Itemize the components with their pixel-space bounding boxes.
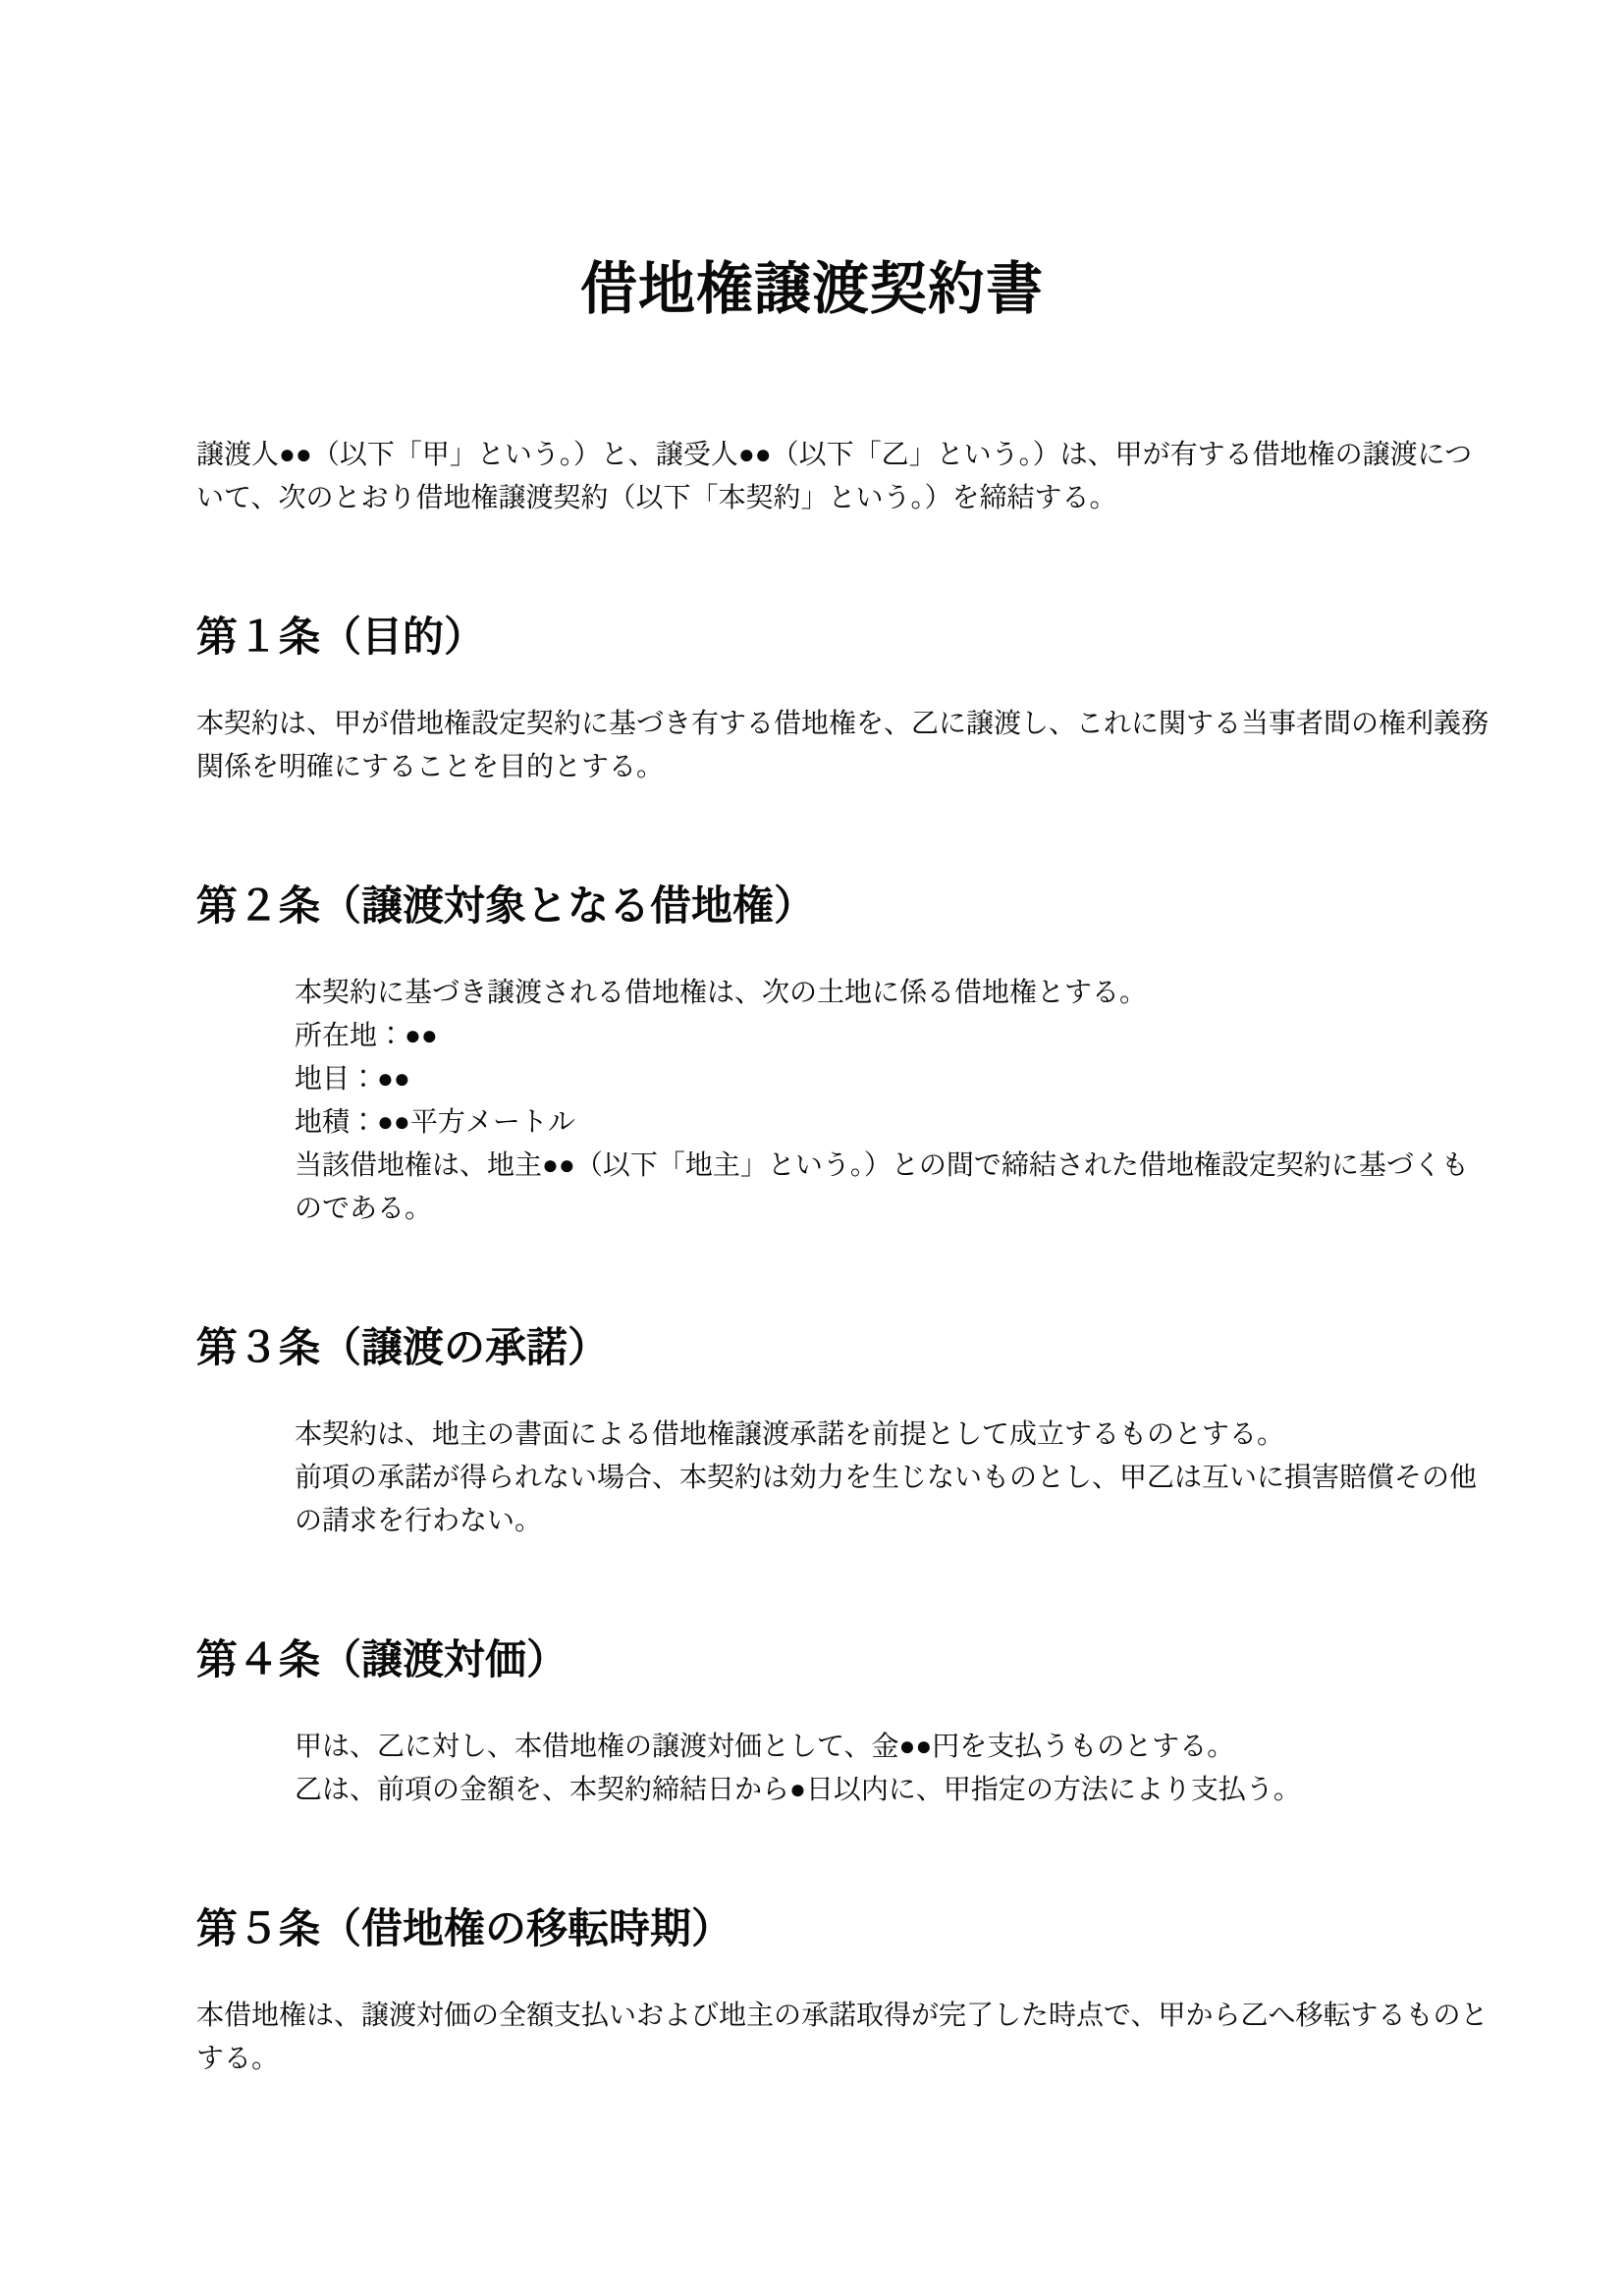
article-5-paragraph: 本借地権は、譲渡対価の全額支払いおよび地主の承諾取得が完了した時点で、甲から乙へ移転するものとする。 [196, 1999, 1489, 2073]
article-5 [196, 1903, 1492, 2080]
article-1 [196, 612, 1492, 788]
article-2-paragraph: 本契約に基づき譲渡される借地権は、次の土地に係る借地権とする。 [295, 976, 1148, 1007]
article-1-heading: 第１条（目的） [196, 613, 486, 660]
article-4-paragraph: 乙は、前項の金額を、本契約締結日から●日以内に、甲指定の方法により支払う。 [295, 1773, 1301, 1804]
article-2-land-area-line: 地積：●●平方メートル [295, 1105, 575, 1137]
article-3-paragraph: 本契約は、地主の書面による借地権譲渡承諾を前提として成立するものとする。 [295, 1417, 1285, 1449]
article-3 [196, 1322, 1492, 1542]
article-5-body [196, 1994, 1492, 2080]
article-2-location-line: 所在地：●● [295, 1019, 438, 1050]
article-4-heading: 第４条（譲渡対価） [196, 1635, 568, 1682]
article-2-land-category-line: 地目：●● [295, 1062, 410, 1094]
article-5-heading: 第５条（借地権の移転時期） [196, 1904, 733, 1951]
article-3-body [295, 1413, 1492, 1542]
document-title: 借地権譲渡契約書 [579, 257, 1044, 321]
article-3-heading: 第３条（譲渡の承諾） [196, 1323, 610, 1370]
article-2-paragraph: 当該借地権は、地主●●（以下「地主」という。）との間で締結された借地権設定契約に基づくものである。 [295, 1148, 1469, 1223]
article-2 [196, 881, 1492, 1230]
article-4-body [295, 1725, 1492, 1811]
article-3-paragraph: 前項の承諾が得られない場合、本契約は効力を生じないものとし、甲乙は互いに損害賠償その他の請求を行わない。 [295, 1461, 1478, 1535]
article-1-paragraph: 本契約は、甲が借地権設定契約に基づき有する借地権を、乙に譲渡し、これに関する当事者間の権利義務関係を明確にすることを目的とする。 [196, 707, 1489, 781]
contract-preamble: 譲渡人●●（以下「甲」という。）と、譲受人●●（以下「乙」という。）は、甲が有する借地権の譲渡について、次のとおり借地権譲渡契約（以下「本契約」という。）を締結する。 [196, 438, 1473, 512]
article-2-body [295, 971, 1492, 1230]
article-1-body [196, 702, 1492, 788]
article-4-paragraph: 甲は、乙に対し、本借地権の譲渡対価として、金●●円を支払うものとする。 [295, 1730, 1235, 1761]
article-4 [196, 1634, 1492, 1811]
article-2-heading: 第２条（譲渡対象となる借地権） [196, 881, 816, 929]
